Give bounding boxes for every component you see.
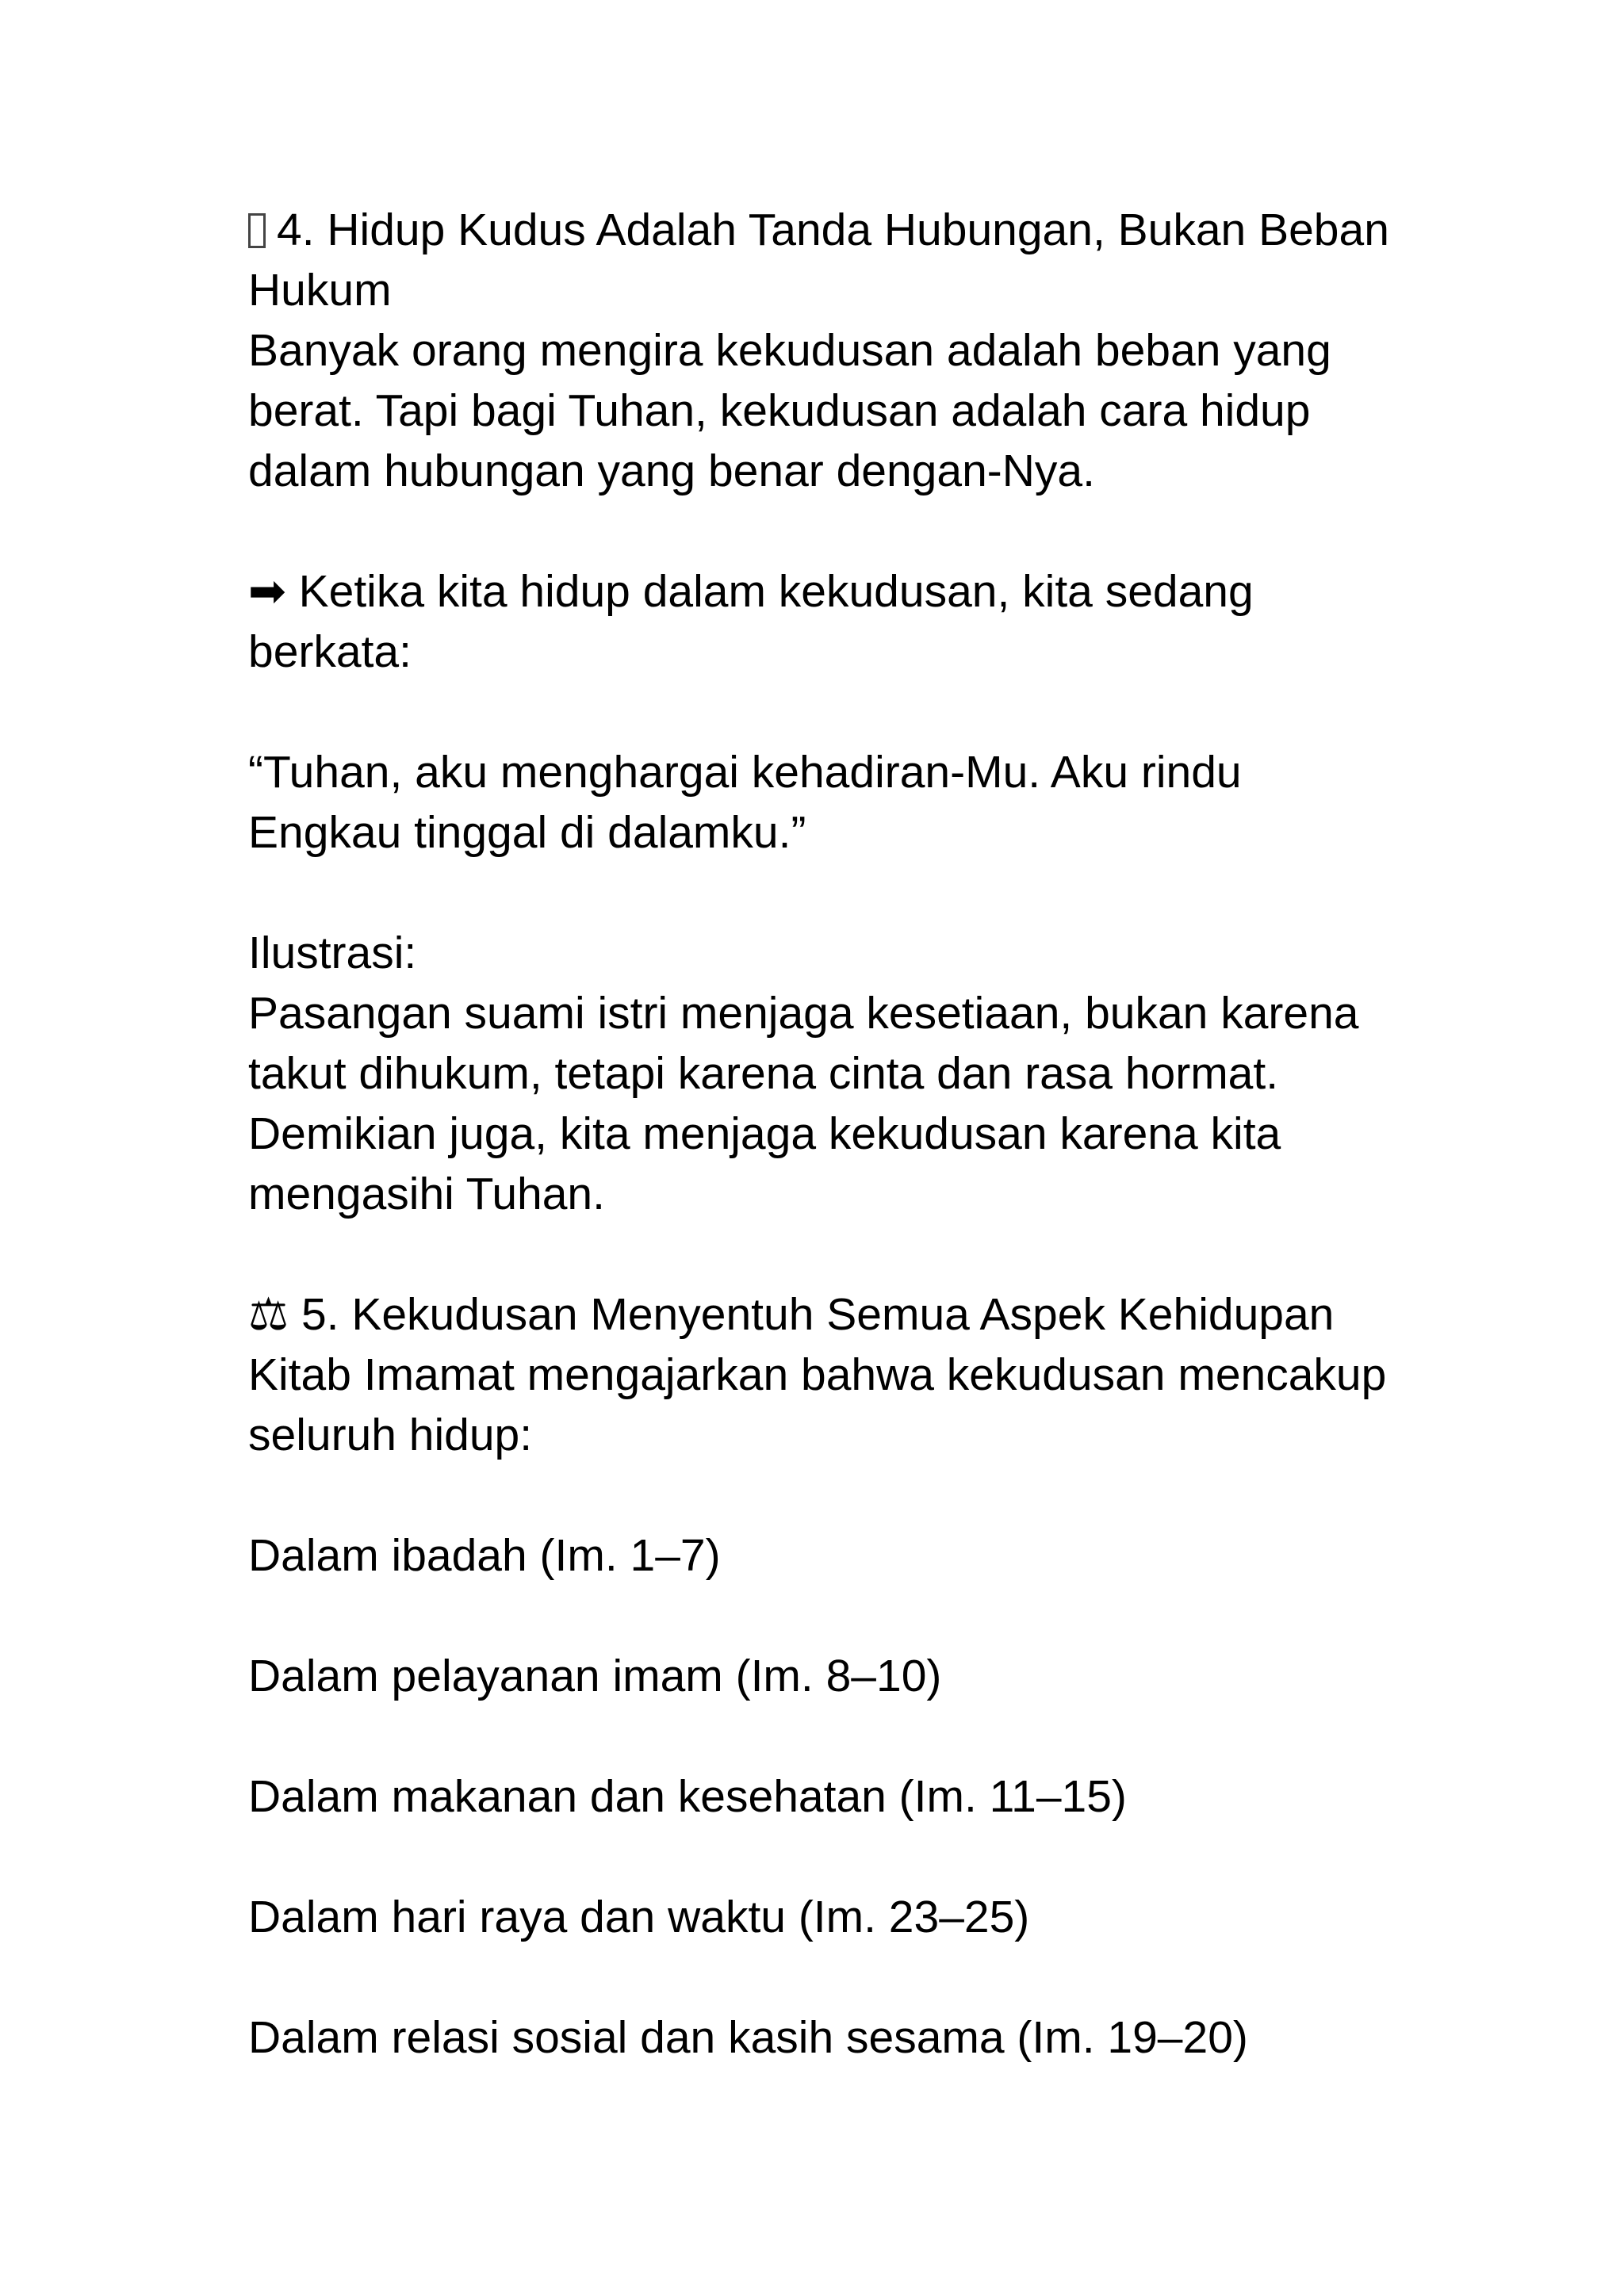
arrow-statement: ➡ Ketika kita hidup dalam kekudusan, kita sedang xyxy=(248,561,1406,622)
spacer xyxy=(248,1224,1406,1284)
section-5-intro: Kitab Imamat mengajarkan bahwa kekudusan mencakup xyxy=(248,1349,1387,1400)
missing-glyph-icon xyxy=(248,213,266,248)
paragraph-line: berat. Tapi bagi Tuhan, kekudusan adalah cara hidup xyxy=(248,385,1311,436)
illustration-line: Demikian juga, kita menjaga kekudusan karena kita xyxy=(248,1108,1281,1159)
list-item: Dalam pelayanan imam (Im. 8–10) xyxy=(248,1651,942,1701)
spacer xyxy=(248,1465,1406,1525)
illustration-label: Ilustrasi: xyxy=(248,928,417,978)
section-4-heading-continued: Hukum xyxy=(248,265,392,316)
document-page xyxy=(248,200,1406,2068)
illustration-line: mengasihi Tuhan. xyxy=(248,1169,605,1219)
list-item: Dalam hari raya dan waktu (Im. 23–25) xyxy=(248,1892,1030,1942)
section-5-heading: ⚖ 5. Kekudusan Menyentuh Semua Aspek Kehidupan xyxy=(248,1284,1406,1345)
spacer xyxy=(248,1947,1406,2007)
paragraph-line: dalam hubungan yang benar dengan-Nya. xyxy=(248,446,1095,496)
illustration-line: Pasangan suami istri menjaga kesetiaan, bukan karena xyxy=(248,988,1359,1039)
section-5-intro: seluruh hidup: xyxy=(248,1410,533,1460)
scales-icon: ⚖ xyxy=(248,1289,289,1340)
paragraph-line: Banyak orang mengira kekudusan adalah beban yang xyxy=(248,325,1331,376)
spacer xyxy=(248,1586,1406,1646)
spacer xyxy=(248,682,1406,742)
spacer xyxy=(248,1706,1406,1766)
list-item: Dalam ibadah (Im. 1–7) xyxy=(248,1530,721,1581)
list-item: Dalam relasi sosial dan kasih sesama (Im. 19–20) xyxy=(248,2012,1248,2063)
quote-line: “Tuhan, aku menghargai kehadiran-Mu. Aku rindu xyxy=(248,747,1242,798)
illustration-line: takut dihukum, tetapi karena cinta dan rasa hormat. xyxy=(248,1048,1279,1099)
list-item: Dalam makanan dan kesehatan (Im. 11–15) xyxy=(248,1771,1127,1822)
quote-line: Engkau tinggal di dalamku.” xyxy=(248,807,806,858)
arrow-statement-continued: berkata: xyxy=(248,626,412,677)
spacer xyxy=(248,863,1406,923)
spacer xyxy=(248,1827,1406,1887)
spacer xyxy=(248,501,1406,561)
right-arrow-icon: ➡ xyxy=(248,566,286,617)
section-4-heading: 4. Hidup Kudus Adalah Tanda Hubungan, Bukan Beban xyxy=(248,200,1406,260)
